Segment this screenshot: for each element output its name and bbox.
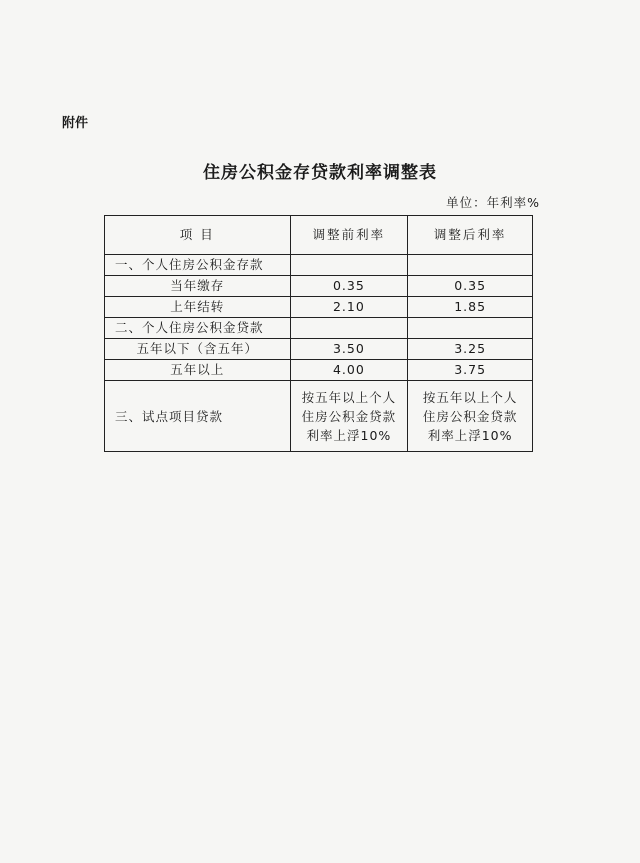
rate-text-line: 利率上浮10% bbox=[306, 427, 392, 443]
row-label: 五年以上 bbox=[105, 360, 291, 381]
rate-after-cell: 3.75 bbox=[408, 360, 533, 381]
rate-text-line: 按五年以上个人 bbox=[422, 389, 518, 405]
rate-text-line: 按五年以上个人 bbox=[301, 389, 397, 405]
rate-text-line: 住房公积金贷款 bbox=[422, 408, 518, 424]
document-title: 住房公积金存贷款利率调整表 bbox=[203, 163, 437, 183]
header-item: 项 目 bbox=[105, 216, 291, 255]
rate-text-line: 利率上浮10% bbox=[427, 427, 513, 443]
rate-before-cell: 4.00 bbox=[290, 360, 408, 381]
row-label: 上年结转 bbox=[105, 297, 291, 318]
rate-before-cell bbox=[290, 255, 408, 276]
table-row-pilot bbox=[105, 381, 533, 452]
rate-before-cell: 2.10 bbox=[290, 297, 408, 318]
unit-note: 单位：年利率% bbox=[446, 195, 540, 210]
rate-before-cell: 3.50 bbox=[290, 339, 408, 360]
table-row bbox=[105, 360, 533, 381]
table-row bbox=[105, 297, 533, 318]
table-row bbox=[105, 318, 533, 339]
rate-adjustment-table bbox=[104, 215, 533, 452]
rate-after-cell bbox=[408, 381, 533, 452]
rate-after-cell: 3.25 bbox=[408, 339, 533, 360]
table-row bbox=[105, 276, 533, 297]
rate-before-cell bbox=[290, 318, 408, 339]
rate-after-cell bbox=[408, 255, 533, 276]
table-row bbox=[105, 339, 533, 360]
rate-after-cell bbox=[408, 318, 533, 339]
row-label: 当年缴存 bbox=[105, 276, 291, 297]
rate-after-cell: 0.35 bbox=[408, 276, 533, 297]
rate-before-cell bbox=[290, 381, 408, 452]
attachment-label: 附件 bbox=[62, 116, 89, 131]
rate-before-cell: 0.35 bbox=[290, 276, 408, 297]
rate-after-cell: 1.85 bbox=[408, 297, 533, 318]
rate-text-line: 住房公积金贷款 bbox=[301, 408, 397, 424]
row-label: 五年以下（含五年） bbox=[105, 339, 291, 360]
header-rate-before: 调整前利率 bbox=[290, 216, 408, 255]
row-label: 三、试点项目贷款 bbox=[105, 381, 291, 452]
header-rate-after: 调整后利率 bbox=[408, 216, 533, 255]
row-label: 二、个人住房公积金贷款 bbox=[105, 318, 291, 339]
table-row bbox=[105, 255, 533, 276]
row-label: 一、个人住房公积金存款 bbox=[105, 255, 291, 276]
table-header-row bbox=[105, 216, 533, 255]
